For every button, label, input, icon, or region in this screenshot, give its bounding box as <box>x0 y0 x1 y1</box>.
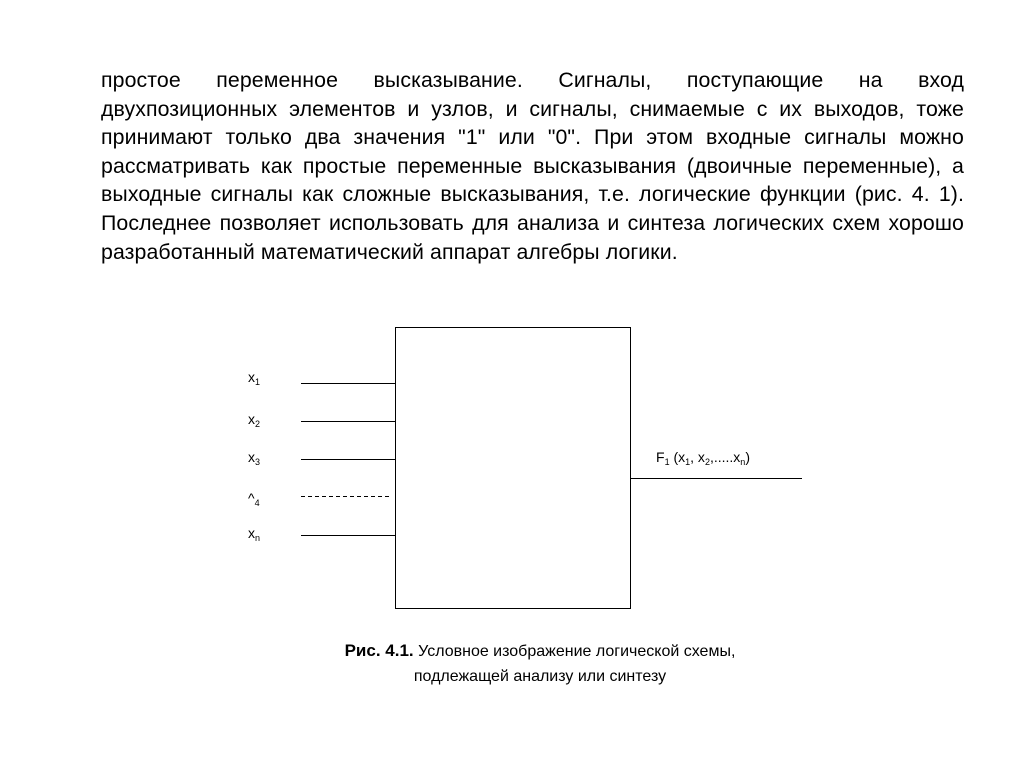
input-label-x1: $x_1$ <box>248 369 261 387</box>
body-paragraph: простое переменное высказывание. Сигналы, поступающие на вход двухпозиционных элементов и узлов, и сигналы, снимаемые с их выходов, тоже принимают только два значения "1" или "0". При этом входные сигналы можно рассматривать как простые переменные высказывания (двоичные переменные), а выходные сигналы как сложные высказывания, т.е. логические функции (рис. 4. 1). Последнее позволяет использовать для анализа и синтеза логических схем хорошо разработанный математический аппарат алгебры логики. <box>101 68 964 264</box>
input-label-x4: $\^{}_4$ <box>248 490 260 508</box>
input-label-x2: $x_2$ <box>248 411 261 429</box>
figure-number: Рис. 4.1. <box>344 641 414 660</box>
input-label-x3: $x_3$ <box>248 449 261 467</box>
caption-line-1: Условное изображение логической схемы, <box>418 643 736 660</box>
input-label-xn: $x_n$ <box>248 525 261 543</box>
circuit-block <box>396 328 631 609</box>
caption-line-2: подлежащей анализу или синтезу <box>413 668 667 685</box>
figure-caption <box>240 638 840 689</box>
output-function-label: $F_1$ ($x_1$, $x_2,.....x_n$) <box>656 449 750 467</box>
